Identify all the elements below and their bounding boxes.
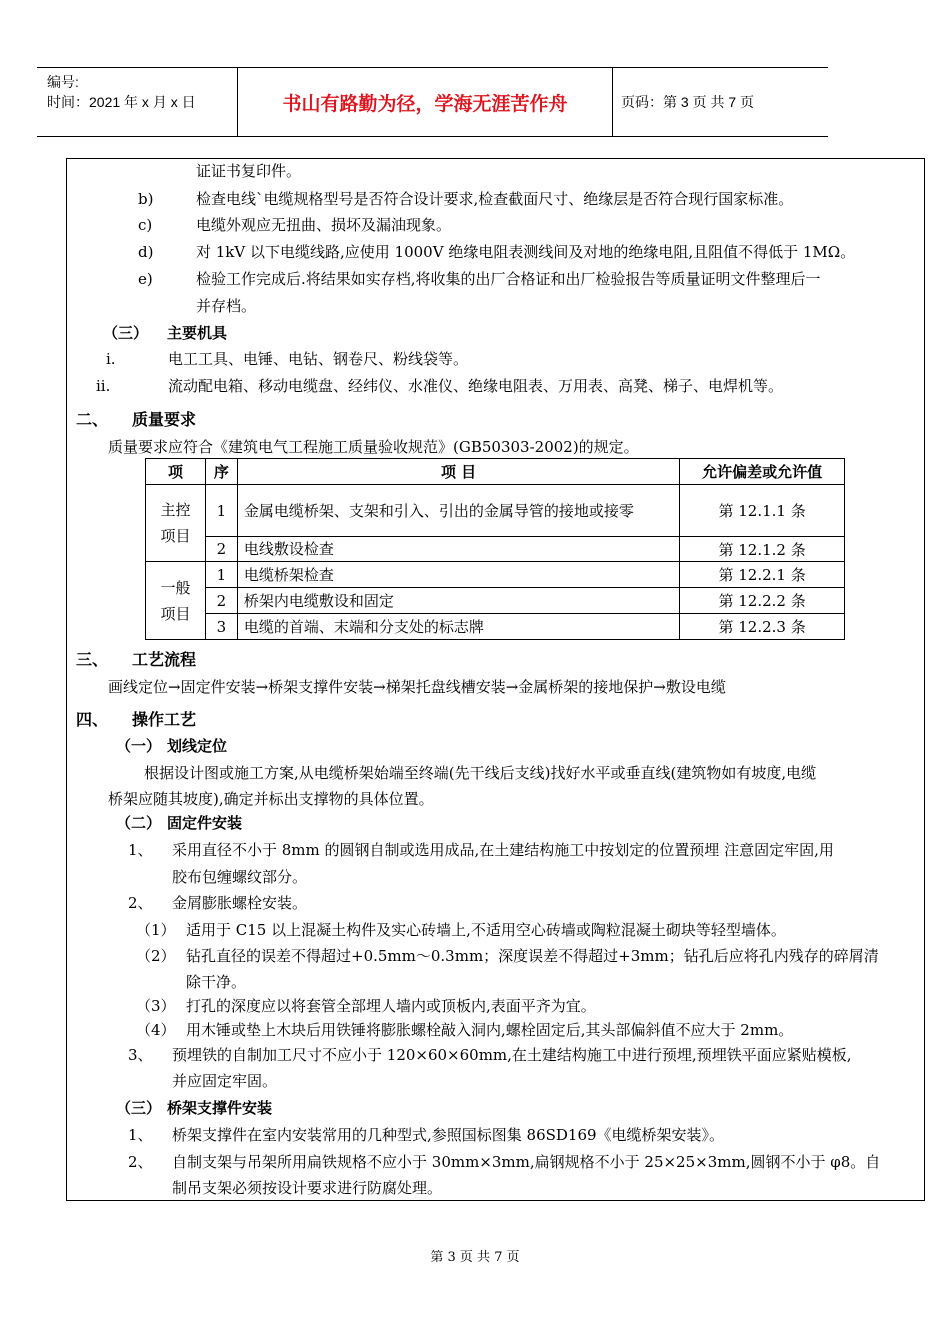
s2-3a: 预埋铁的自制加工尺寸不应小于 120×60×60mm,在土建结构施工中进行预埋,预埋铁平面应紧贴模板,	[172, 1046, 852, 1064]
row-no: 2	[205, 537, 237, 562]
s3-1-mark: 1、	[128, 1126, 153, 1144]
check-e-1: 检验工作完成后.将结果如实存档,将收集的出厂合格证和出厂检验报告等质量证明文件整理后一	[196, 270, 821, 288]
p3: 打孔的深度应以将套管全部埋人墙内或顶板内,表面平齐为宜。	[186, 997, 596, 1015]
s2-1-mark: 1、	[128, 841, 153, 859]
p3-mark: （3）	[136, 997, 176, 1015]
row-val: 第 12.1.2 条	[680, 537, 845, 562]
s2-2-mark: 2、	[128, 894, 153, 912]
tools-ii: 流动配电箱、移动电缆盘、经纬仪、水准仪、绝缘电阻表、万用表、高凳、梯子、电焊机等。	[168, 377, 784, 395]
quality-heading: 质量要求	[132, 410, 197, 429]
s2-1a: 采用直径不小于 8mm 的圆钢自制或选用成品,在土建结构施工中按划定的位置预埋 注意固定牢固,用	[172, 841, 834, 859]
tools-heading-no: （三）	[103, 324, 149, 342]
row-val: 第 12.2.2 条	[680, 588, 845, 614]
page-footer: 第 3 页 共 7 页	[430, 1250, 520, 1265]
table-row	[146, 588, 845, 614]
row-no: 1	[205, 485, 237, 537]
s1-no: （一）	[116, 737, 162, 755]
col-cat: 项	[146, 459, 206, 485]
check-line-0: 证证书复印件。	[196, 162, 302, 180]
main-cat: 主控项目	[146, 485, 206, 562]
table-row	[146, 614, 845, 640]
p1-mark: （1）	[136, 921, 176, 939]
table-row	[146, 485, 845, 537]
tools-i-mark: i.	[106, 350, 116, 368]
quality-table	[145, 458, 845, 640]
table-header-row	[146, 459, 845, 485]
row-val: 第 12.2.1 条	[680, 562, 845, 588]
operation-heading: 操作工艺	[132, 710, 197, 729]
quality-heading-no: 二、	[76, 410, 109, 429]
p1: 适用于 C15 以上混凝土构件及实心砖墙上,不适用空心砖墙或陶粒混凝土砌块等轻型墙体。	[186, 921, 786, 939]
operation-heading-no: 四、	[76, 710, 109, 729]
row-item: 电缆的首端、末端和分支处的标志牌	[237, 614, 679, 640]
row-item: 电线敷设检查	[237, 537, 679, 562]
row-no: 1	[205, 562, 237, 588]
process-flow: 画线定位→固定件安装→桥架支撑件安装→梯架托盘线槽安装→金属桥架的接地保护→敷设电缆	[108, 678, 726, 696]
col-item: 项 目	[237, 459, 679, 485]
s2-3b: 并应固定牢固。	[172, 1072, 278, 1090]
row-no: 2	[205, 588, 237, 614]
header-meta-cell	[37, 68, 238, 136]
s2-2: 金屑膨胀螺栓安装。	[172, 894, 308, 912]
p2b: 除干净。	[186, 973, 247, 991]
tools-i: 电工工具、电锤、电钻、钢卷尺、粉线袋等。	[168, 350, 469, 368]
s3-2-mark: 2、	[128, 1153, 153, 1171]
time-label: 时间：2021 年 x 月 x 日	[47, 94, 196, 110]
s2-no: （二）	[116, 814, 162, 832]
process-heading: 工艺流程	[132, 650, 197, 669]
p4-mark: （4）	[136, 1021, 176, 1039]
number-label: 编号:	[47, 74, 79, 90]
col-no: 序	[205, 459, 237, 485]
process-heading-no: 三、	[76, 650, 109, 669]
tools-heading: 主要机具	[167, 324, 228, 342]
s3-heading: 桥架支撑件安装	[167, 1099, 273, 1117]
header-motto: 书山有路勤为径，学海无涯苦作舟	[238, 68, 613, 136]
s3-no: （三）	[116, 1099, 162, 1117]
s3-2a: 自制支架与吊架所用扁铁规格不应小于 30mm×3mm,扁钢规格不小于 25×25×3mm,圆钢不小于 φ8。自	[172, 1153, 881, 1171]
s3-1: 桥架支撑件在室内安装常用的几种型式,参照国标图集 86SD169《电缆桥架安装》。	[172, 1126, 725, 1144]
check-e-2: 并存档。	[196, 297, 257, 315]
p2-mark: （2）	[136, 947, 176, 965]
general-cat: 一般项目	[146, 562, 206, 640]
row-no: 3	[205, 614, 237, 640]
header-page-code: 页码：第 3 页 共 7 页	[621, 94, 755, 110]
s1-heading: 划线定位	[167, 737, 228, 755]
row-item: 桥架内电缆敷设和固定	[237, 588, 679, 614]
check-d-mark: d)	[138, 243, 154, 261]
col-val: 允许偏差或允许值	[680, 459, 845, 485]
check-c-mark: c)	[138, 216, 153, 234]
s3-2b: 制吊支架必须按设计要求进行防腐处理。	[172, 1179, 443, 1197]
row-item: 金属电缆桥架、支架和引入、引出的金属导管的接地或接零	[237, 485, 679, 537]
check-b-mark: b)	[138, 190, 154, 208]
table-row	[146, 537, 845, 562]
check-e-mark: e)	[138, 270, 153, 288]
check-c: 电缆外观应无扭曲、损坏及漏油现象。	[196, 216, 452, 234]
s2-heading: 固定件安装	[167, 814, 243, 832]
s1-p1: 根据设计图或施工方案,从电缆桥架始端至终端(先干线后支线)找好水平或垂直线(建筑物如有坡度,电缆	[144, 764, 817, 782]
s1-p2: 桥架应随其坡度),确定并标出支撑物的具体位置。	[108, 790, 434, 808]
document-header	[37, 67, 828, 137]
p4: 用木锤或垫上木块后用铁锤将膨胀螺栓敲入洞内,螺栓固定后,其头部偏斜值不应大于 2mm。	[186, 1021, 794, 1039]
table-row	[146, 562, 845, 588]
row-val: 第 12.2.3 条	[680, 614, 845, 640]
check-b: 检查电线`电缆规格型号是否符合设计要求,检查截面尺寸、绝缘层是否符合现行国家标准。	[196, 190, 794, 208]
row-val: 第 12.1.1 条	[680, 485, 845, 537]
quality-intro: 质量要求应符合《建筑电气工程施工质量验收规范》(GB50303-2002)的规定。	[108, 438, 639, 456]
row-item: 电缆桥架检查	[237, 562, 679, 588]
check-d: 对 1kV 以下电缆线路,应使用 1000V 绝缘电阻表测线间及对地的绝缘电阻,且阻值不得低于 1MΩ。	[196, 243, 856, 261]
s2-3-mark: 3、	[128, 1046, 153, 1064]
s2-1b: 胶布包缠螺纹部分。	[172, 868, 308, 886]
tools-ii-mark: ii.	[96, 377, 111, 395]
p2a: 钻孔直径的误差不得超过+0.5mm～0.3mm；深度误差不得超过+3mm；钻孔后应将孔内残存的碎屑清	[186, 947, 879, 965]
